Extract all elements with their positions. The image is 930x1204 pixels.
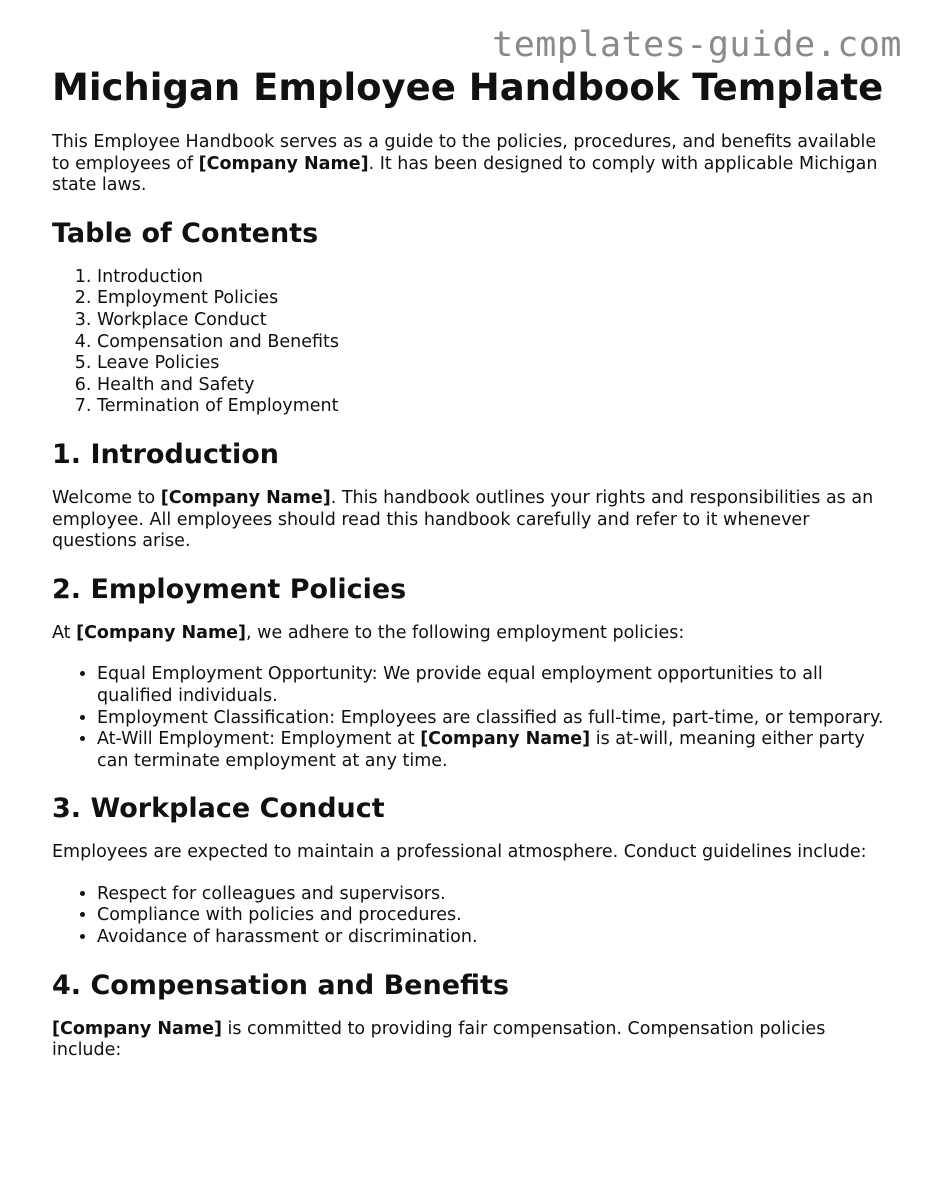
compensation-intro bbox=[52, 1019, 888, 1062]
toc-list bbox=[52, 267, 888, 418]
toc-item: 2. Employment Policies bbox=[97, 288, 888, 310]
employment-policies-list bbox=[52, 664, 888, 772]
document-body bbox=[52, 66, 888, 1082]
list-item: • Equal Employment Opportunity: We provide equal employment opportunities to all qualified individuals. bbox=[97, 664, 888, 707]
toc-item: 7. Termination of Employment bbox=[97, 396, 888, 418]
workplace-conduct-list bbox=[52, 884, 888, 949]
intro-text-start: This Employee Handbook serves as a guide to the policies, procedures, and benefits available to employees of bbox=[52, 132, 877, 174]
toc-item: 5. Leave Policies bbox=[97, 353, 888, 375]
workplace-conduct-intro: Employees are expected to maintain a professional atmosphere. Conduct guidelines include: bbox=[52, 842, 867, 863]
toc-heading: Table of Contents bbox=[52, 217, 319, 249]
atwill-text-end: is at-will, meaning either party can terminate employment at any time. bbox=[97, 729, 865, 771]
toc-item: 1. Introduction bbox=[97, 267, 888, 289]
employment-policies-intro bbox=[52, 623, 888, 645]
atwill-text-start: At-Will Employment: Employment at bbox=[97, 729, 421, 750]
section-heading-introduction: 1. Introduction bbox=[52, 438, 279, 470]
list-item: • Avoidance of harassment or discrimination. bbox=[97, 927, 888, 949]
watermark: templates-guide.com bbox=[492, 25, 902, 65]
intro-paragraph bbox=[52, 132, 888, 197]
introduction-text-start: Welcome to bbox=[52, 487, 161, 508]
list-item: • Employment Classification: Employees are classified as full-time, part-time, or temporary. bbox=[97, 708, 888, 730]
toc-item: 3. Workplace Conduct bbox=[97, 310, 888, 332]
toc-item: 4. Compensation and Benefits bbox=[97, 332, 888, 354]
company-name-placeholder: [Company Name] bbox=[52, 1018, 222, 1039]
introduction-text-end: . This handbook outlines your rights and responsibilities as an employee. All employees should read this handbook carefully and refer to it whenever questions arise. bbox=[52, 487, 874, 552]
company-name-placeholder: [Company Name] bbox=[76, 622, 247, 643]
company-name-placeholder: [Company Name] bbox=[160, 487, 331, 508]
list-item bbox=[97, 729, 888, 772]
employment-intro-end: , we adhere to the following employment policies: bbox=[246, 622, 685, 643]
list-item: • Respect for colleagues and supervisors. bbox=[97, 884, 888, 906]
company-name-placeholder: [Company Name] bbox=[198, 153, 369, 174]
section-heading-workplace-conduct: 3. Workplace Conduct bbox=[52, 793, 385, 825]
section-heading-compensation: 4. Compensation and Benefits bbox=[52, 969, 510, 1001]
list-item: • Compliance with policies and procedures. bbox=[97, 905, 888, 927]
section-heading-employment-policies: 2. Employment Policies bbox=[52, 573, 407, 605]
intro-text-end: . It has been designed to comply with applicable Michigan state laws. bbox=[52, 153, 878, 196]
company-name-placeholder: [Company Name] bbox=[420, 729, 591, 750]
toc-item: 6. Health and Safety bbox=[97, 375, 888, 397]
page-title: Michigan Employee Handbook Template bbox=[52, 66, 884, 109]
employment-intro-start: At bbox=[52, 622, 77, 643]
compensation-intro-text: is committed to providing fair compensation. Compensation policies include: bbox=[52, 1018, 826, 1061]
introduction-paragraph bbox=[52, 488, 888, 553]
